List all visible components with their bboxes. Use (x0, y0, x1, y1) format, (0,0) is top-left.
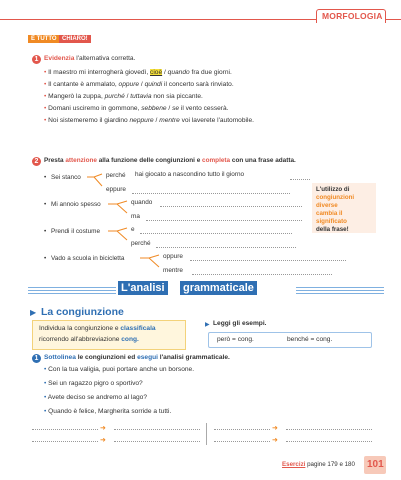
instruction-text: con una frase adatta. (230, 157, 296, 164)
exercise-1-item (44, 91, 203, 103)
item-text[interactable]: Con la tua valigia, puoi portare anche un borsone. (48, 366, 195, 373)
rule-keyword: cong. (121, 336, 139, 343)
answer-line[interactable] (290, 179, 310, 180)
note-line: cambia il (316, 210, 343, 217)
note-box (312, 183, 376, 233)
row-start: Prendi il costume (51, 228, 101, 235)
item-text: Il maestro mi interrogherà giovedì, (48, 69, 151, 76)
item-text: voi laverete l'automobile. (179, 117, 254, 124)
exercise-1-item (44, 67, 232, 79)
branch-arrow-icon (107, 199, 129, 215)
option-separator: / (153, 117, 160, 124)
option-b[interactable]: quando (167, 69, 190, 76)
bullet-icon: • (44, 394, 47, 401)
option-a[interactable]: sebbene (141, 105, 167, 112)
item-text[interactable]: Quando è felice, Margherita sorride a tutti. (48, 408, 172, 415)
item-text: Noi sistemeremo il giardino (48, 117, 130, 124)
filled-answer[interactable]: hai giocato a nascondino tutto il giorno (135, 171, 245, 178)
analysis-line[interactable] (32, 441, 98, 442)
note-line: della frase! (316, 226, 349, 233)
note-line: congiunzioni (316, 194, 355, 201)
instruction-text: l'analisi grammaticale. (157, 354, 230, 361)
item-text[interactable]: Sei un ragazzo pigro o sportivo? (48, 380, 143, 387)
answer-line[interactable] (140, 233, 292, 234)
branch-arrow-icon (107, 226, 129, 242)
instruction-text: le congiunzioni ed (75, 354, 138, 361)
item-text[interactable]: Avete deciso se andremo al lago? (47, 394, 147, 401)
branch-arrow-icon (139, 253, 161, 269)
analysis-grid (32, 423, 372, 449)
instruction-rest: l'alternativa corretta. (74, 55, 136, 62)
answer-line[interactable] (132, 193, 290, 194)
exercise-1-number: 1 (32, 55, 41, 64)
item-text: il concerto sarà rinviato. (162, 81, 234, 88)
banner-word2: grammaticale (180, 281, 257, 295)
examples-title: Leggi gli esempi. (213, 320, 267, 327)
footer-ref[interactable] (282, 461, 355, 468)
bullet-icon: • (44, 93, 47, 100)
footer-esercizi: Esercizi (282, 461, 306, 468)
row-start: Mi annoio spesso (51, 201, 101, 208)
analysis-line[interactable] (214, 441, 270, 442)
exercise-1-item (44, 115, 254, 127)
option-separator: / (166, 105, 173, 112)
row-start: Vado a scuola in bicicletta (51, 255, 125, 262)
rule-line-2 (39, 336, 139, 343)
rule-text: Individua la congiunzione e (39, 325, 121, 332)
rule-text: ricorrendo all'abbreviazione (39, 336, 122, 343)
note-line: diverse (316, 202, 338, 209)
answer-line[interactable] (146, 220, 302, 221)
answer-line[interactable] (190, 260, 346, 261)
instruction-keyword: esegui (137, 354, 158, 361)
bullet-icon: • (44, 69, 47, 76)
arrow-icon: ➜ (100, 437, 106, 444)
conj-1: e (131, 226, 135, 233)
exercise-1-item (44, 103, 229, 115)
instruction-verb: Evidenzia (44, 55, 75, 62)
bullet-icon: • (44, 201, 47, 208)
option-a[interactable]: neppure (129, 117, 154, 124)
badge-part1: È TUTTO (28, 35, 60, 43)
triangle-icon: ▶ (30, 308, 37, 317)
arrow-icon: ➜ (272, 425, 278, 432)
arrow-icon: ➜ (100, 425, 106, 432)
exercise-1-instruction (44, 55, 135, 62)
conj-1: quando (131, 199, 153, 206)
section-title: MORFOLOGIA (322, 11, 383, 21)
section-title: La congiunzione (41, 306, 124, 318)
option-b[interactable]: se (172, 105, 180, 112)
item-text: Mangerò la zuppa, (48, 93, 105, 100)
note-line: L'utilizzo di (316, 186, 350, 193)
analysis-line[interactable] (214, 429, 270, 430)
option-a[interactable]: oppure (118, 81, 140, 88)
item-text: fra due giorni. (189, 69, 232, 76)
footer-pages: pagine 179 e 180 (305, 461, 355, 468)
rule-keyword: classificala (120, 325, 156, 332)
option-separator: / (139, 81, 145, 88)
analysis-line[interactable] (114, 441, 200, 442)
answer-line[interactable] (160, 206, 302, 207)
bullet-icon: • (44, 228, 47, 235)
example-2: benché = cong. (287, 336, 333, 343)
triangle-icon: ▶ (205, 322, 210, 328)
item-text: il vento cesserà. (179, 105, 229, 112)
exercise-2-instruction (44, 157, 296, 164)
bullet-icon: • (44, 117, 47, 124)
bullet-icon: • (44, 255, 47, 262)
exercise-3-item (44, 408, 171, 415)
example-1: però = cong. (217, 336, 254, 343)
analysis-line[interactable] (286, 441, 372, 442)
instruction-text: Presta (44, 157, 66, 164)
note-line: significato (316, 218, 347, 225)
option-separator: / (162, 69, 168, 76)
option-a[interactable]: purché (104, 93, 125, 100)
bullet-icon: • (44, 380, 47, 387)
item-text: Domani usciremo in gommone, (48, 105, 142, 112)
answer-line[interactable] (192, 274, 332, 275)
item-text: Il cantante è ammalato, (48, 81, 119, 88)
instruction-text: alla funzione delle congiunzioni e (96, 157, 203, 164)
option-b[interactable]: mentre (159, 117, 180, 124)
rule-box (32, 320, 186, 350)
branch-arrow-icon (86, 172, 104, 188)
conj-2: perché (131, 240, 151, 247)
exercise-3-item (44, 366, 194, 373)
badge-part2: CHIARO! (59, 35, 91, 43)
exercise-3-instruction (44, 354, 230, 361)
exercise-3-item (44, 380, 143, 387)
bullet-icon: • (44, 81, 47, 88)
rule-line-1 (39, 325, 156, 332)
conj-1: perché (106, 172, 126, 179)
exercise-1-item (44, 79, 234, 91)
bullet-icon: • (44, 174, 47, 181)
exercise-3-number: 1 (32, 354, 41, 363)
exercise-3-item (44, 394, 147, 401)
conj-1: oppure (163, 253, 183, 260)
item-text: non sia piccante. (151, 93, 203, 100)
row-start: Sei stanco (51, 174, 81, 181)
analysis-line[interactable] (286, 429, 372, 430)
exercise-2-number: 2 (32, 157, 41, 166)
answer-line[interactable] (156, 247, 296, 248)
instruction-keyword: Sottolinea (44, 354, 76, 361)
option-b[interactable]: tuttavia (130, 93, 152, 100)
instruction-keyword: completa (202, 157, 231, 164)
examples-box (208, 332, 372, 348)
conj-2: ma (131, 213, 140, 220)
banner-word1: L'analisi (118, 281, 168, 295)
conj-2: eppure (106, 186, 126, 193)
grid-divider (206, 423, 207, 445)
analysis-line[interactable] (114, 429, 200, 430)
header-bar (0, 0, 401, 26)
bullet-icon: • (44, 105, 47, 112)
page-number: 101 (367, 459, 384, 470)
page-number-badge (364, 456, 386, 474)
option-a-highlighted[interactable]: cioè (150, 69, 163, 76)
option-separator: / (124, 93, 131, 100)
instruction-keyword: attenzione (65, 157, 97, 164)
analysis-banner (28, 281, 384, 299)
bullet-icon: • (44, 408, 47, 415)
conj-2: mentre (163, 267, 183, 274)
bullet-icon: • (44, 366, 47, 373)
option-b[interactable]: quindi (144, 81, 163, 88)
arrow-icon: ➜ (272, 437, 278, 444)
analysis-line[interactable] (32, 429, 98, 430)
